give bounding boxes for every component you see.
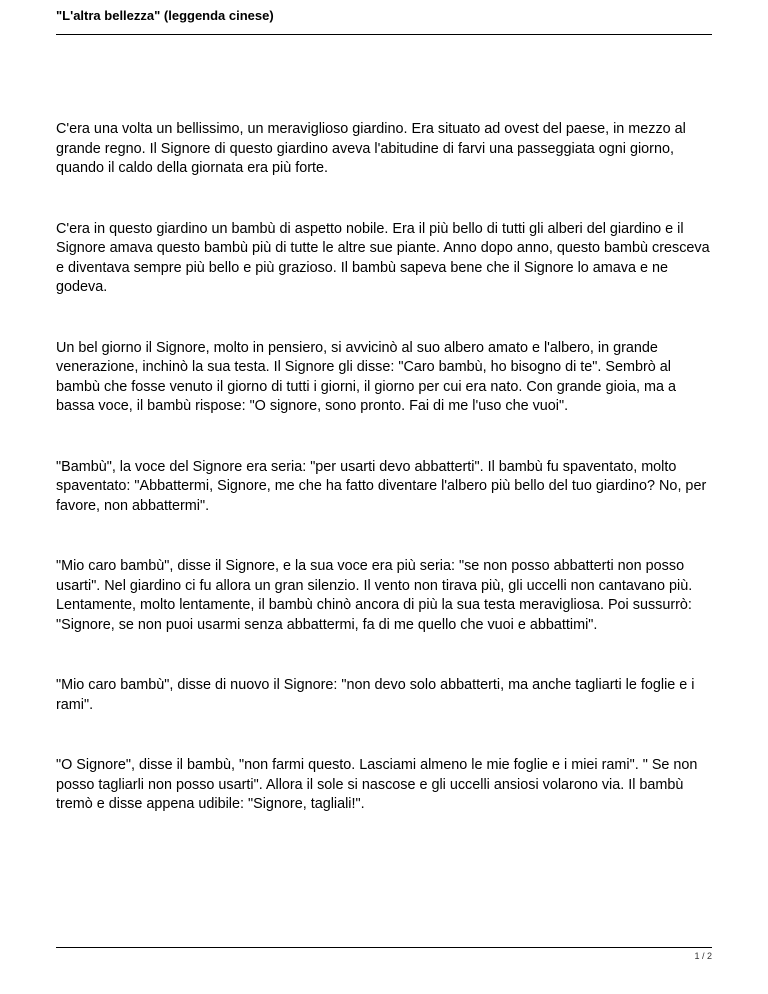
paragraph-5: "Mio caro bambù", disse il Signore, e la sua voce era più seria: "se non posso abbatterti non posso usarti". Nel giardino ci fu allora un gran silenzio. Il vento non tirava più, gli uccelli non cantavano più. Lentamente, molto lentamente, il bambù chinò ancora di più la sua testa meravigliosa. Poi sussurrò: "Signore, se non puoi usarmi senza abbattermi, fa di me quello che vuoi e abbattimi".	[56, 558, 693, 633]
document-title: "L'altra bellezza" (leggenda cinese)	[56, 8, 274, 23]
paragraph-3: Un bel giorno il Signore, molto in pensiero, si avvicinò al suo albero amato e l'albero, in grande venerazione, inchinò la sua testa. Il Signore gli disse: "Caro bambù, ho bisogno di te". Sembrò al bambù che fosse venuto il giorno di tutti i giorni, il giorno per cui era nato. Con grande gioia, ma a bassa voce, il bambù rispose: "O signore, sono pronto. Fai di me l'uso che vuoi".	[56, 339, 676, 414]
document-body	[56, 120, 716, 856]
footer-divider	[56, 947, 712, 948]
paragraph-4: "Bambù", la voce del Signore era seria: "per usarti devo abbatterti". Il bambù fu spaventato, molto spaventato: "Abbattermi, Signore, me che ha fatto diventare l'albero più bello del tuo giardino? No, per favore, non abbattermi".	[56, 458, 707, 514]
paragraph-6: "Mio caro bambù", disse di nuovo il Signore: "non devo solo abbatterti, ma anche tagliarti le foglie e i rami".	[56, 677, 695, 713]
page-number: 1 / 2	[694, 951, 712, 961]
paragraph-1: C'era una volta un bellissimo, un meraviglioso giardino. Era situato ad ovest del paese, in mezzo al grande regno. Il Signore di questo giardino aveva l'abitudine di farvi una passeggiata ogni giorno, quando il caldo della giornata era più forte.	[56, 121, 686, 176]
header-divider	[56, 34, 712, 35]
paragraph-7: "O Signore", disse il bambù, "non farmi questo. Lasciami almeno le mie foglie e i miei rami". " Se non posso tagliarli non posso usarti". Allora il sole si nascose e gli uccelli ansiosi volarono via. Il bambù tremò e disse appena udibile: "Signore, tagliali!".	[56, 757, 698, 812]
paragraph-2: C'era in questo giardino un bambù di aspetto nobile. Era il più bello di tutti gli alberi del giardino e il Signore amava questo bambù più di tutte le altre sue piante. Anno dopo anno, questo bambù cresceva e diventava sempre più bello e più grazioso. Il bambù sapeva bene che il Signore lo amava e ne godeva.	[56, 220, 710, 295]
